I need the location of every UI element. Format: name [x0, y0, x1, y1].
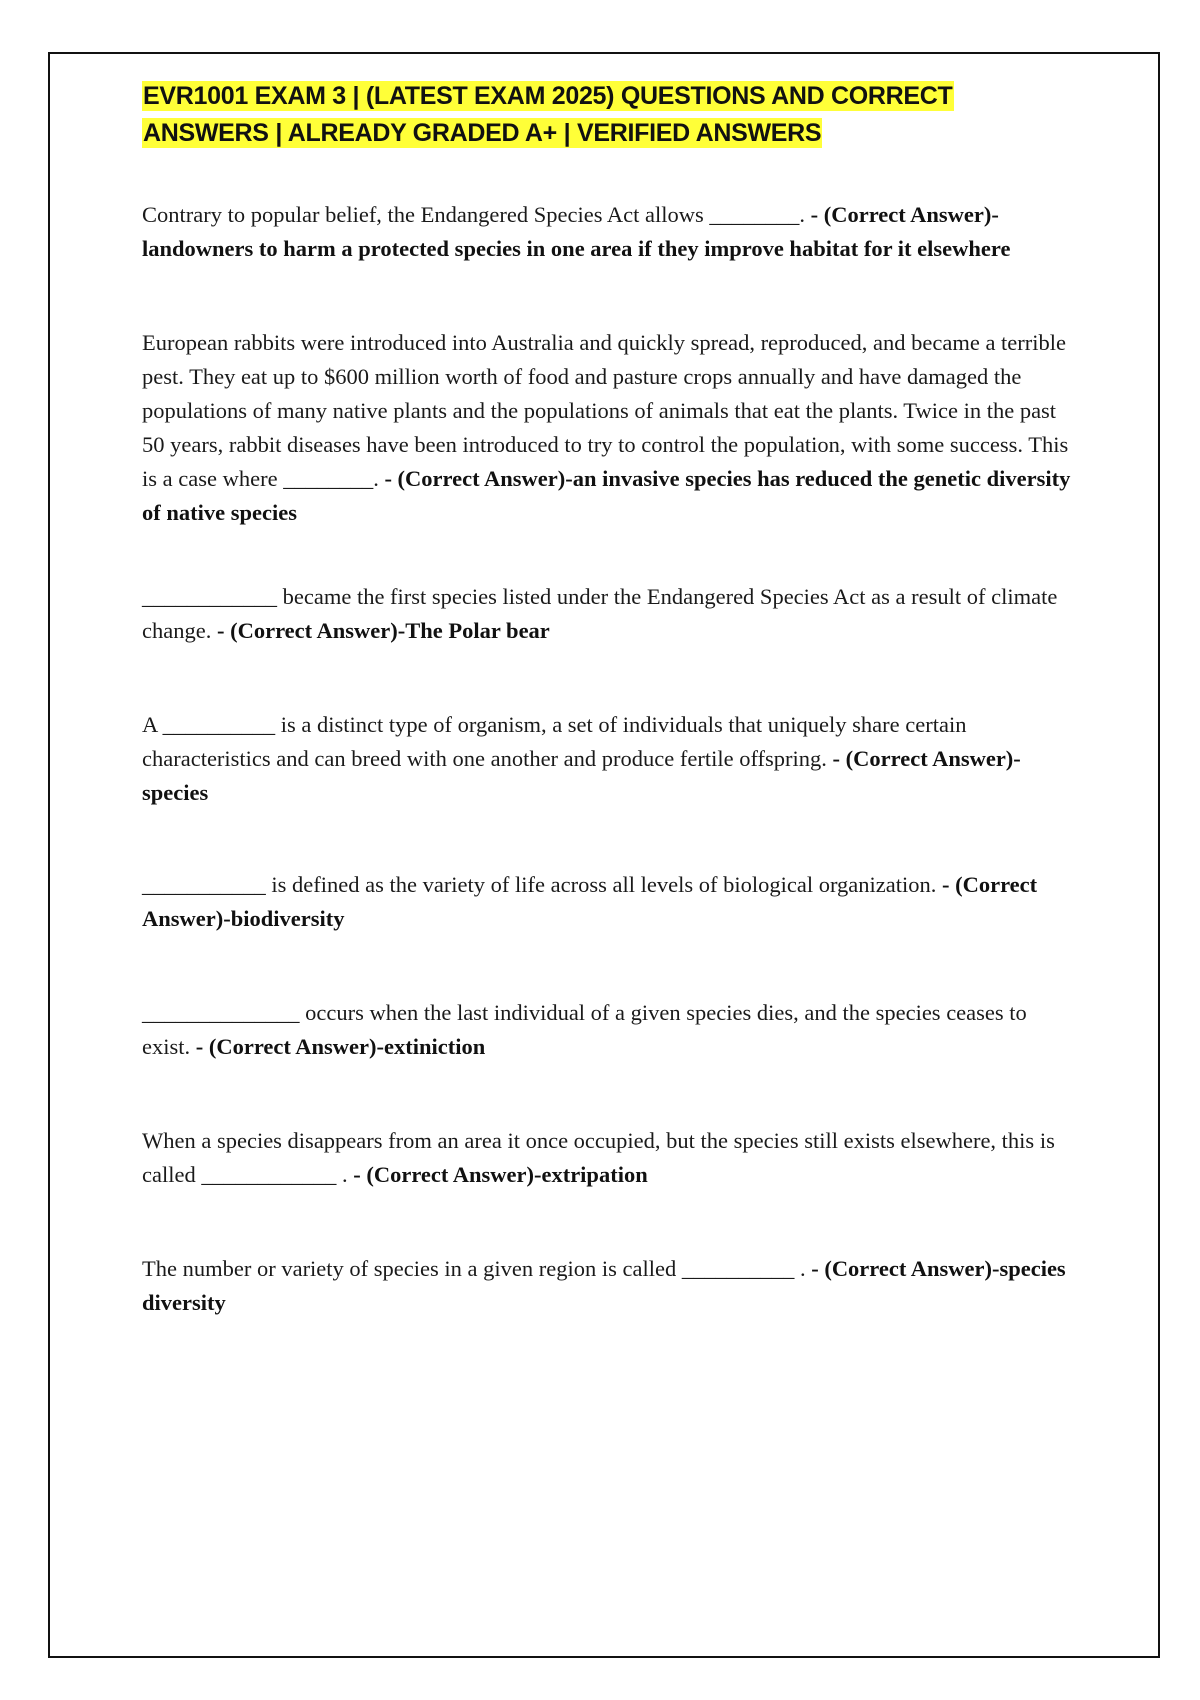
correct-answer: - (Correct Answer)-extiniction [190, 1034, 486, 1059]
document-title-text: EVR1001 EXAM 3 | (LATEST EXAM 2025) QUESTIONS AND CORRECT ANSWERS | ALREADY GRADED A+ | VERIFIED ANSWERS [143, 82, 953, 147]
question-item [142, 708, 1072, 810]
question-item [142, 1252, 1072, 1320]
correct-answer: - (Correct Answer)-The Polar bear [211, 618, 550, 643]
answer-blank: __________ [681, 1256, 795, 1281]
question-text: A [142, 712, 163, 737]
question-text-end: became the first species listed under the Endangered Species Act as a result of climate change. [142, 584, 1058, 643]
question-item [142, 1124, 1072, 1192]
correct-answer: - (Correct Answer)-species diversity [142, 1256, 1066, 1315]
correct-answer: - (Correct Answer)-biodiversity [142, 872, 1038, 931]
page-border [48, 52, 1160, 1658]
document-body [142, 78, 1072, 1315]
answer-blank: ____________ [142, 584, 277, 609]
question-text: The number or variety of species in a given region is called [142, 1256, 682, 1281]
question-text-end: is a distinct type of organism, a set of individuals that uniquely share certain characteristics and can breed with one another and produce fertile offspring. [142, 712, 967, 771]
answer-blank: ________ [283, 466, 374, 491]
answer-blank: ___________ [142, 872, 266, 897]
answer-blank: ________ [709, 202, 800, 227]
question-item [142, 868, 1072, 936]
question-text-end: . [373, 466, 379, 491]
question-item [142, 996, 1072, 1064]
question-item [142, 326, 1072, 530]
question-text: When a species disappears from an area it once occupied, but the species still exists elsewhere, this is called [142, 1128, 1055, 1187]
correct-answer: - (Correct Answer)-landowners to harm a protected species in one area if they improve habitat for it elsewhere [142, 202, 1011, 261]
question-item [142, 198, 1072, 266]
question-text: European rabbits were introduced into Australia and quickly spread, reproduced, and became a terrible pest. They eat up to $600 million worth of food and pasture crops annually and have damaged the populations of many native plants and the populations of animals that eat the plants. Twice in the past 50 years, rabbit diseases have been introduced to try to control the population, with some success. This is a case where [142, 330, 1069, 491]
correct-answer: - (Correct Answer)-species [142, 746, 1021, 805]
answer-blank: ______________ [142, 1000, 300, 1025]
correct-answer: - (Correct Answer)-extripation [347, 1162, 648, 1187]
question-text: Contrary to popular belief, the Endangered Species Act allows [142, 202, 710, 227]
answer-blank: __________ [162, 712, 276, 737]
document-title [142, 78, 1072, 152]
correct-answer: - (Correct Answer)-an invasive species has reduced the genetic diversity of native species [142, 466, 1071, 525]
answer-blank: ____________ [201, 1162, 337, 1187]
question-text-end: . [794, 1256, 806, 1281]
question-text-end: occurs when the last individual of a given species dies, and the species ceases to exist. [142, 1000, 1027, 1059]
question-text-end: is defined as the variety of life across all levels of biological organization. [265, 872, 937, 897]
question-text-end: . [799, 202, 805, 227]
question-text-end: . [336, 1162, 348, 1187]
question-item [142, 580, 1072, 648]
